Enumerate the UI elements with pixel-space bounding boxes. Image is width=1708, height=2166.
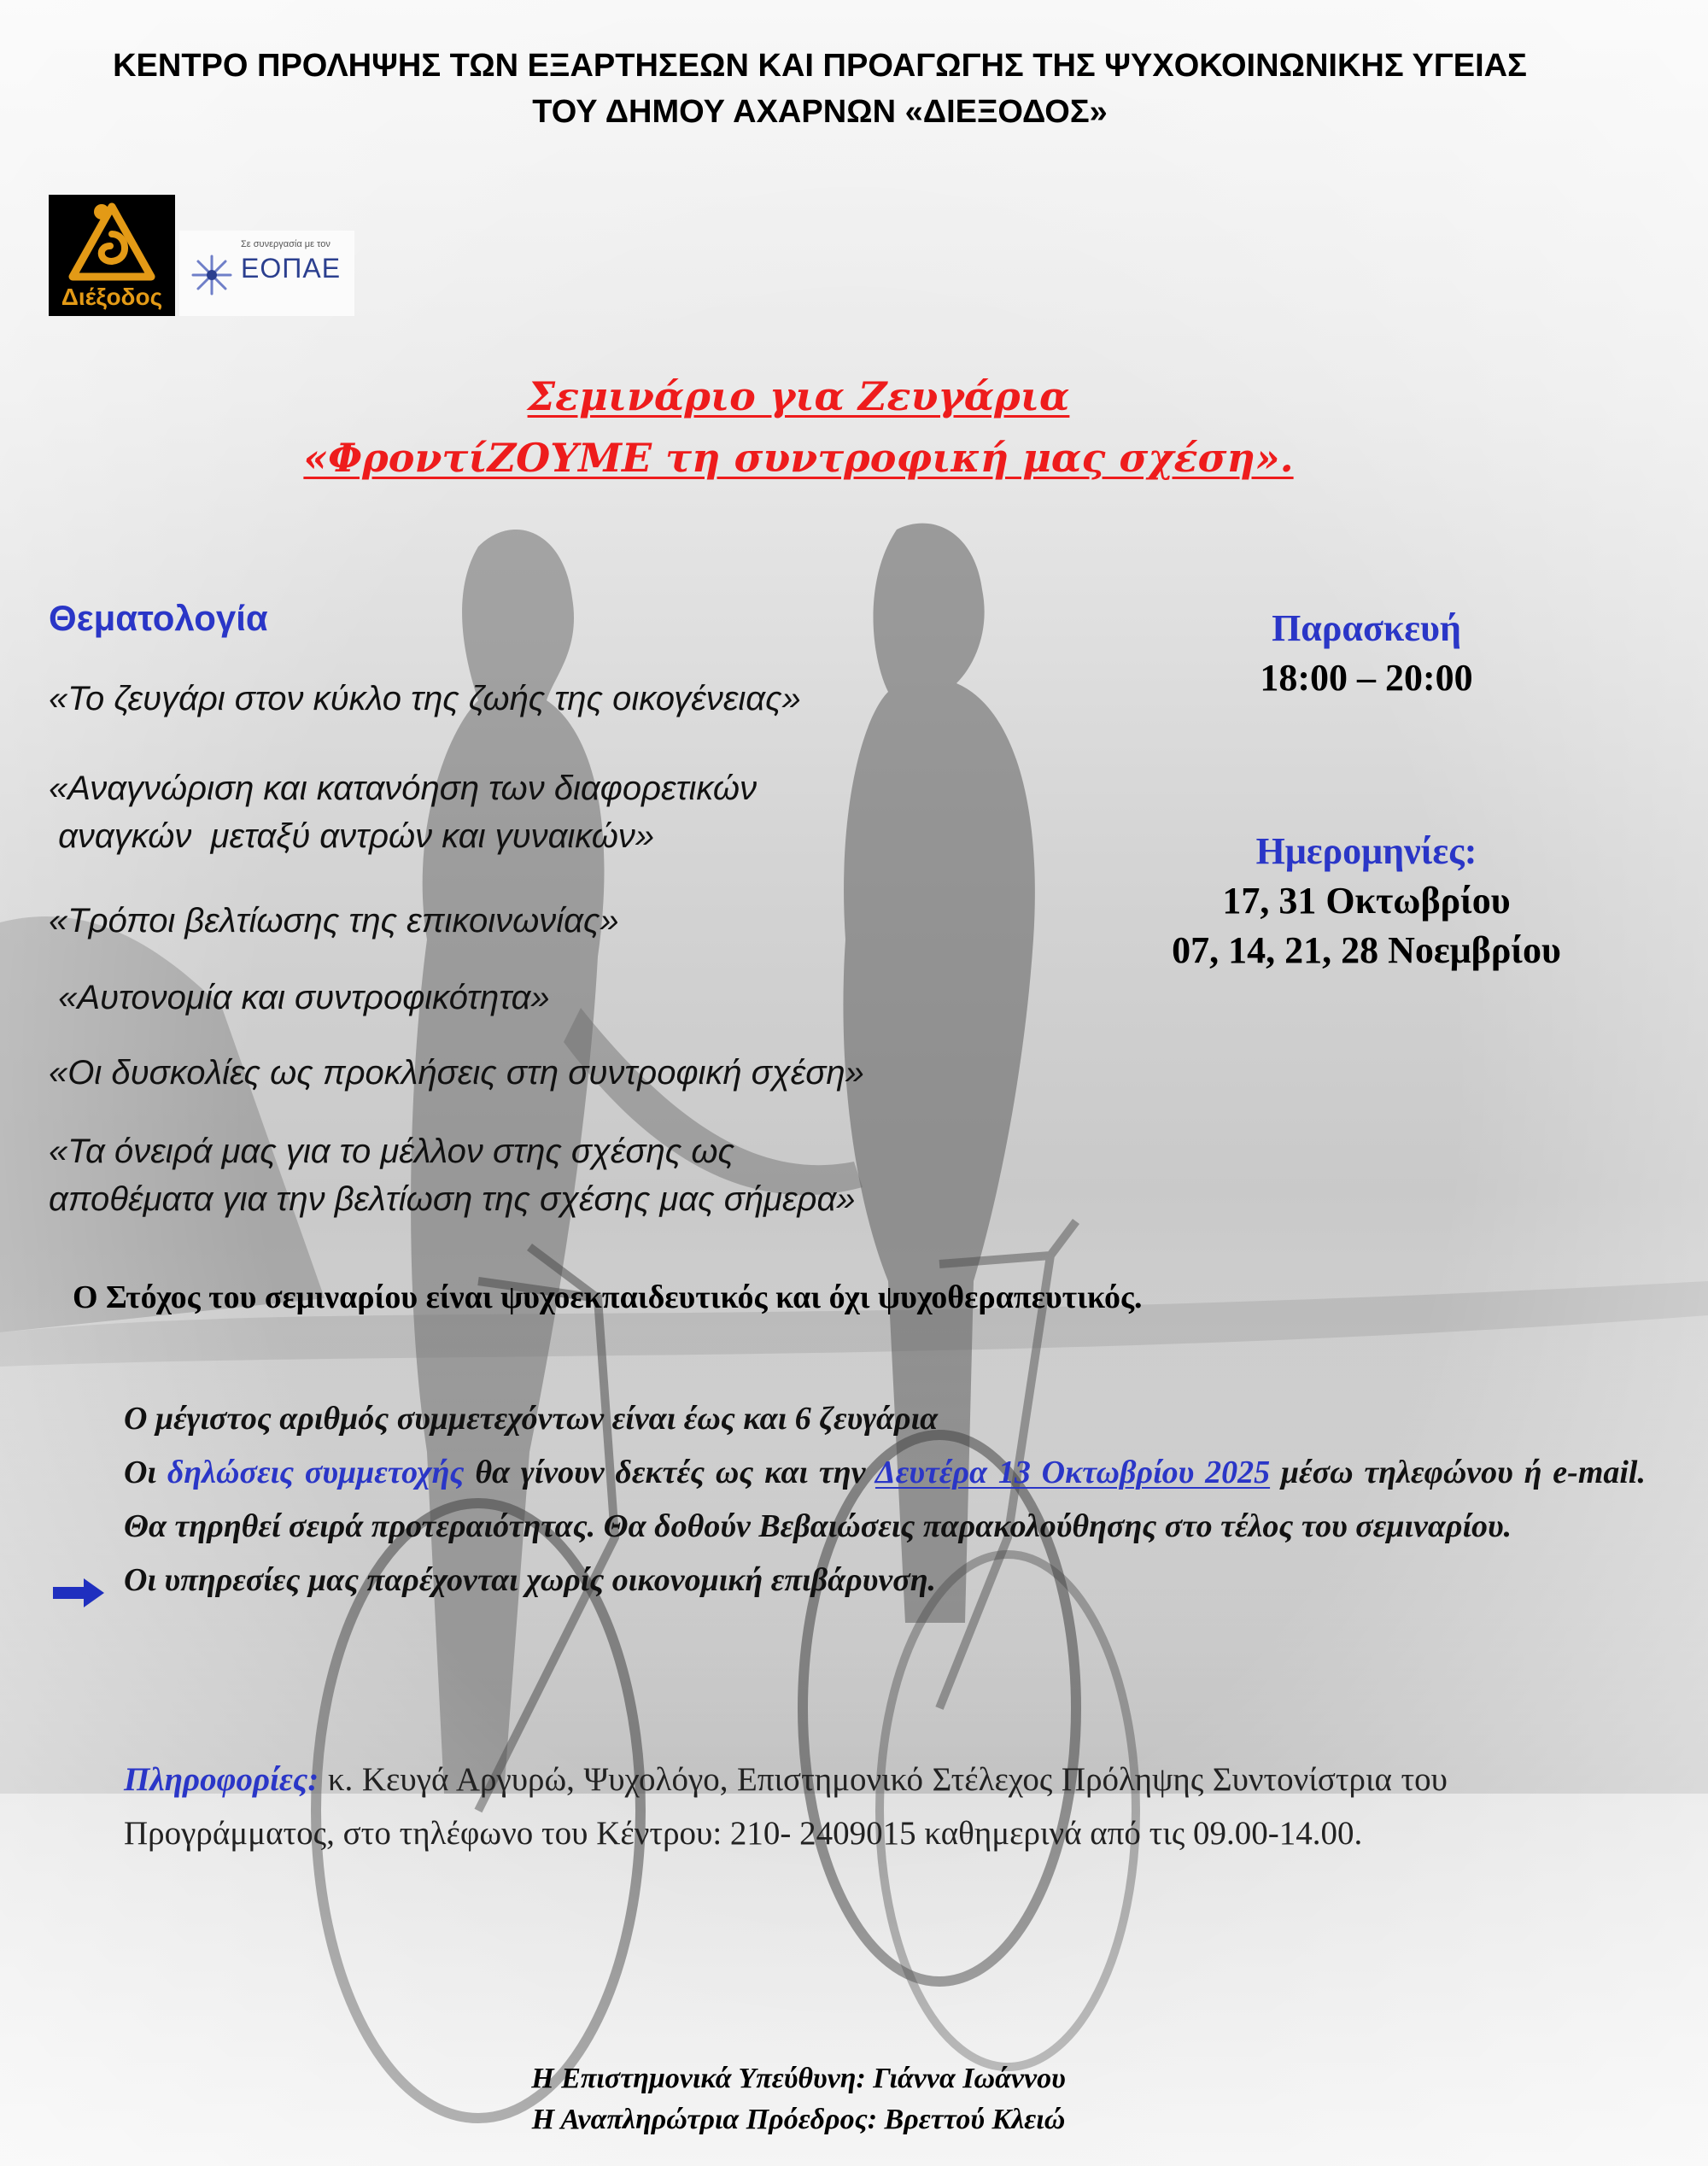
seminar-goal: Ο Στόχος του σεμιναρίου είναι ψυχοεκπαιδευτικός και όχι ψυχοθεραπευτικός. — [73, 1279, 1143, 1315]
scientific-director: Η Επιστημονικά Υπεύθυνη: Γιάννα Ιωάννου — [531, 2063, 1066, 2094]
topic-item-5 — [49, 1049, 864, 1097]
topic-line: «Αυτονομία και συντροφικότητα» — [49, 979, 550, 1016]
max-participants-text: Ο μέγιστος αριθμός συμμετεχόντων είναι έως και 6 ζευγάρια — [124, 1401, 939, 1437]
organization-title-line-2: ΤΟΥ ΔΗΜΟΥ ΑΧΑΡΝΩΝ «ΔΙΕΞΟΔΟΣ» — [532, 94, 1108, 130]
accepted-until-text: θα γίνουν δεκτές ως και την — [464, 1455, 875, 1490]
diexodos-logo — [49, 195, 175, 316]
eopae-logo-caption: Σε συνεργασία με τον — [241, 239, 330, 249]
topics-heading: Θεματολογία — [49, 598, 268, 638]
schedule-dates-label: Ημερομηνίες: — [1255, 830, 1477, 872]
seminar-title: Σεμινάριο για Ζευγάρια — [527, 373, 1070, 419]
registration-details: μέσω τηλεφώνου ή e-mail. Θα τηρηθεί σειρά προτεραιότητας. Θα δοθούν Βεβαιώσεις παρακολούθησης στο τέλος του σεμιναρίου. — [124, 1455, 1646, 1544]
contact-info — [124, 1753, 1448, 1860]
schedule-dates-november: 07, 14, 21, 28 Νοεμβρίου — [1172, 929, 1561, 971]
topic-line: «Το ζευγάρι στον κύκλο της ζωής της οικογένειας» — [49, 680, 801, 717]
participation-info — [124, 1392, 1646, 1607]
topic-line: αναγκών μεταξύ αντρών και γυναικών» — [49, 817, 655, 855]
contact-text: κ. Κευγά Αργυρώ, Ψυχολόγο, Επιστημονικό Στέλεχος Πρόληψης Συντονίστρια του Προγράμματος, στο τηλέφωνο του Κέντρου: 210- 2409015 καθημερινά από τις 09.00-14.00. — [124, 1761, 1448, 1852]
registration-deadline: Δευτέρα 13 Οκτωβρίου 2025 — [874, 1455, 1271, 1490]
contact-label: Πληροφορίες: — [124, 1761, 319, 1798]
topic-item-1 — [49, 675, 801, 723]
topic-item-6 — [49, 1127, 856, 1223]
topic-line: «Αναγνώριση και κατανόηση των διαφορετικών — [49, 770, 757, 807]
free-services-text: Οι υπηρεσίες μας παρέχονται χωρίς οικονομική επιβάρυνση. — [124, 1562, 937, 1598]
topic-item-3 — [49, 897, 619, 945]
right-arrow-icon — [51, 1577, 106, 1609]
seminar-subtitle: «ΦροντίΖΟΥΜΕ τη συντροφική μας σχέση». — [303, 435, 1294, 481]
schedule-dates-block — [1136, 827, 1597, 975]
diexodos-logo-text: Διέξοδος — [61, 284, 163, 310]
topic-item-4 — [49, 974, 550, 1022]
diexodos-spiral-icon — [49, 195, 175, 289]
topic-line: «Οι δυσκολίες ως προκλήσεις στη συντροφική σχέση» — [49, 1054, 864, 1092]
topic-item-2 — [49, 764, 757, 860]
deputy-president: Η Αναπληρώτρια Πρόεδρος: Βρεττού Κλειώ — [531, 2104, 1066, 2135]
schedule-day-label: Παρασκευή — [1272, 607, 1461, 649]
signatures — [0, 2058, 1597, 2140]
seminar-heading — [0, 366, 1597, 489]
registration-paragraph — [124, 1446, 1646, 1554]
topic-line: «Τα όνειρά μας για το μέλλον στης σχέσης ως — [49, 1133, 734, 1170]
schedule-dates-october: 17, 31 Οκτωβρίου — [1222, 880, 1511, 922]
schedule-day-block — [1136, 604, 1597, 703]
registrations-text: δηλώσεις συμμετοχής — [167, 1455, 465, 1490]
registration-intro: Οι — [124, 1455, 167, 1490]
organization-title-line-1: ΚΕΝΤΡΟ ΠΡΟΛΗΨΗΣ ΤΩΝ ΕΞΑΡΤΗΣΕΩΝ ΚΑΙ ΠΡΟΑΓΩΓΗΣ ΤΗΣ ΨΥΧΟΚΟΙΝΩΝΙΚΗΣ ΥΓΕΙΑΣ — [113, 48, 1527, 84]
topic-line: «Τρόποι βελτίωσης της επικοινωνίας» — [49, 902, 619, 940]
organization-title — [0, 43, 1640, 135]
topic-line: αποθέματα για την βελτίωση της σχέσης μας σήμερα» — [49, 1180, 856, 1218]
eopae-logo — [179, 231, 354, 316]
eopae-logo-text: ΕΟΠΑΕ — [241, 253, 342, 284]
schedule-time: 18:00 – 20:00 — [1260, 657, 1473, 699]
eopae-flower-icon — [186, 249, 237, 301]
